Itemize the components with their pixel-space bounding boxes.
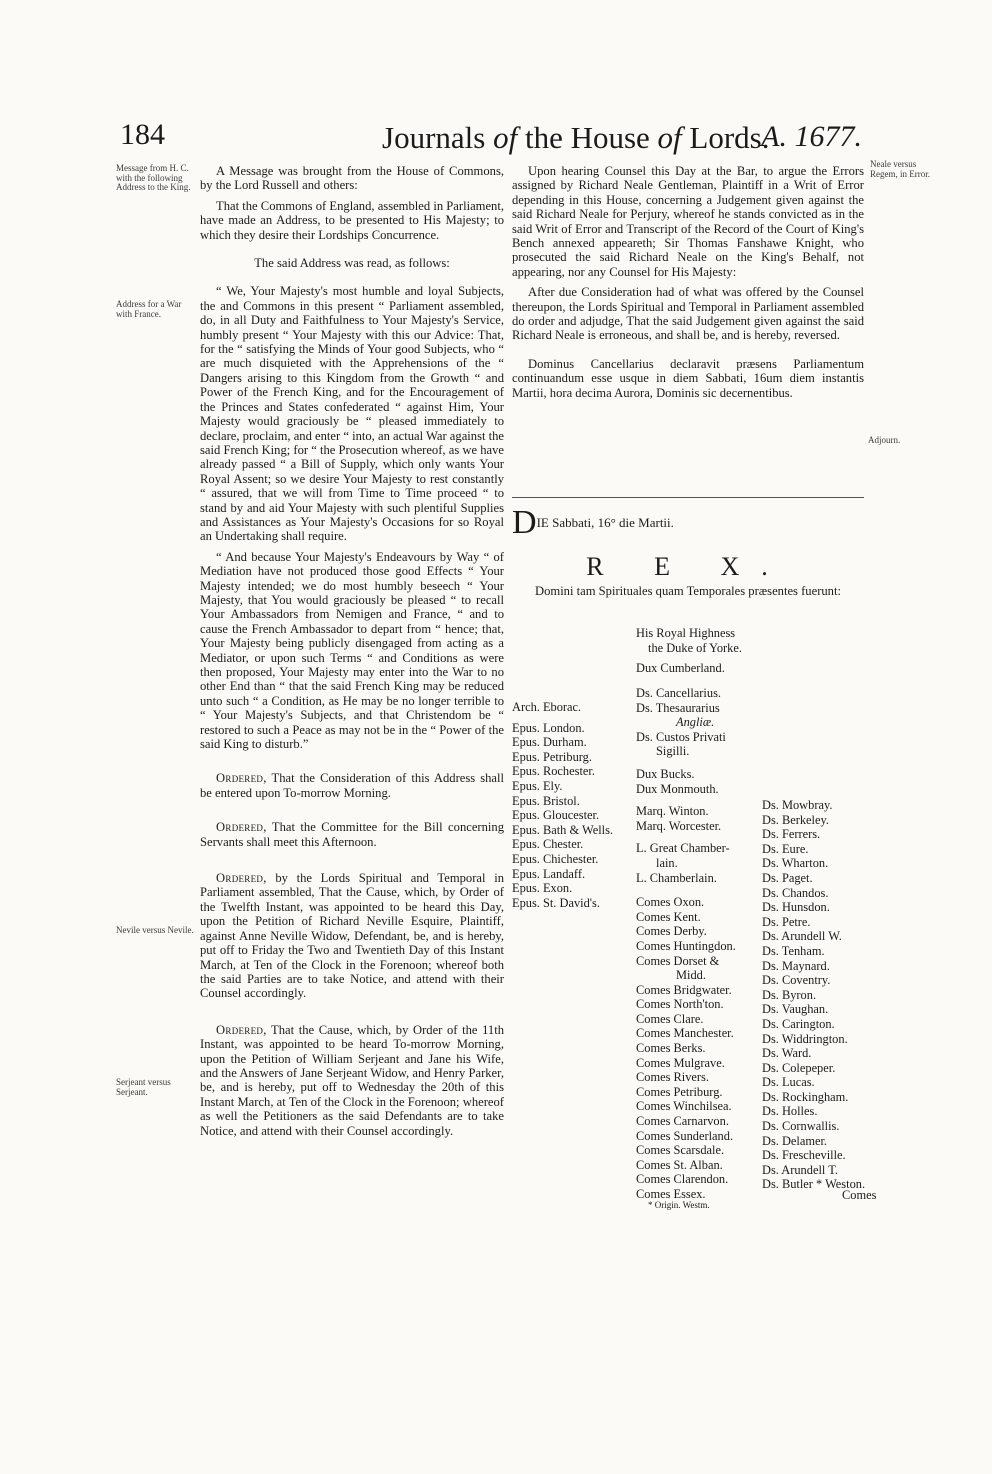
list-item: Epus. Landaff. (512, 866, 586, 881)
list-item: Ds. Vaughan. (762, 1002, 829, 1017)
list-item: Comes Clare. (636, 1011, 704, 1026)
list-item: Ds. Ferrers. (762, 827, 821, 842)
order-serjeant: Ordered, That the Cause, which, by Order of the 11th Instant, was appointed to be heard To-morrow Morning, upon the Petition of William Serjeant and Jane his Wife, and the Answers of Jane Serjeant Widow, and Henry Parker, be, and is hereby, put off to Wednesday the 20th of this Instant March, at Ten of the Clock in the Forenoon; whereof as well the Petitioners as the said Defendants are to take Notice, and attend with their Counsel accordingly. (200, 1022, 505, 1138)
list-item: Ds. Carington. (762, 1016, 835, 1031)
list-item: Comes Bridgwater. (636, 982, 732, 997)
list-item: Ds. Lucas. (762, 1075, 815, 1090)
list-item: Ds. Tenham. (762, 943, 825, 958)
list-item: Ds. Chandos. (762, 885, 829, 900)
list-item: Ds. Colepeper. (762, 1060, 836, 1075)
address-paragraph-2: “ And because Your Majesty's Endeavours by Way “ of Mediation have not produced those good Effects “ Your Majesty intended; we do most humbly beseech “ Your Majesty, that You would graciously be pleased “ to recall Your Ambassadors from Nemigen and France, “ and to cause the French Ambassador to depart from “ hence; that, Your Majesty being publicly disengaged from acting as a Mediator, or upon such Terms “ and Conditions as were then proposed, Your Majesty may enter into the War to no other End than “ that the said French King may be reduced unto such “ a Condition, as He may be no longer terrible to “ Your Majesty's Subjects, and that Christendom be “ restored to such a Peace as may not be in the “ Power of the said King to disturb.” (200, 549, 504, 752)
commons-paragraph: That the Commons of England, assembled in Parliament, have made an Address, to be presented to His Majesty; to which they desire their Lordships Concurrence. (200, 198, 504, 242)
left-column (200, 164, 504, 1138)
list-item: Comes Dorset & (636, 953, 720, 968)
list-item: Epus. Bath & Wells. (512, 822, 613, 837)
list-item: Sigilli. (656, 744, 690, 759)
list-item: Comes Sunderland. (636, 1128, 734, 1143)
list-item: Comes Manchester. (636, 1026, 734, 1041)
list-item: Marq. Winton. (636, 804, 709, 819)
list-item: Ds. Delamer. (762, 1133, 828, 1148)
list-item: Ds. Thesaurarius (636, 700, 720, 715)
list-item: Comes Huntingdon. (636, 938, 736, 953)
catchword: Comes (842, 1188, 877, 1202)
neale-paragraph: Upon hearing Counsel this Day at the Bar, to argue the Errors assigned by Richard Neale Gentleman, Plaintiff in a Writ of Error depending in this House, concerning a Judgement given against the said Richard Neale for Perjury, whereof he stands convicted as in the said Writ of Error and Transcript of the Record of the Court of King's Bench annexed appeareth; Sir Thomas Fanshawe Knight, who prosecuted the said Richard Neale on the King's Behalf, not appearing, nor any Counsel for His Majesty: (512, 164, 864, 279)
list-item: Dux Cumberland. (636, 661, 725, 676)
list-item: Ds. Arundell T. (762, 1162, 838, 1177)
margin-note-serjeant: Serjeant versus Serjeant. (116, 1077, 171, 1097)
list-item: Comes Mulgrave. (636, 1055, 725, 1070)
list-item: Ds. Hunsdon. (762, 900, 830, 915)
margin-note-message: Message from H. C. with the following Address to the King. (116, 163, 191, 192)
list-item: Ds. Mowbray. (762, 798, 833, 812)
year: A. 1677. (761, 120, 862, 153)
list-item: Comes Derby. (636, 924, 707, 939)
list-item: the Duke of Yorke. (648, 640, 742, 655)
list-item: Comes Scarsdale. (636, 1143, 725, 1158)
list-item: His Royal Highness (636, 626, 736, 640)
list-item: Comes Rivers. (636, 1070, 709, 1085)
order-neville: Ordered, by the Lords Spiritual and Temporal in Parliament assembled, That the Cause, which, by Order of the Twelfth Instant, was appointed to be heard this Day, upon the Petition of Richard Neville Esquire, Plaintiff, against Anne Neville Widow, Defendant, be, and is hereby, put off to Friday the Two and Twentieth Day of this Instant March, at Ten of the Clock in the Forenoon; whereof both the said Parties are to take Notice, and attend with their Counsel accordingly. (200, 871, 504, 1001)
list-item: Ds. Cornwallis. (762, 1119, 840, 1134)
footnote: * Origin. Westm. (648, 1200, 710, 1210)
list-item: Ds. Eure. (762, 841, 809, 856)
list-item: Epus. Ely. (512, 778, 563, 793)
list-item: Ds. Wharton. (762, 856, 829, 871)
present-heading: Domini tam Spirituales quam Temporales præsentes fuerunt: (535, 584, 841, 598)
list-item: Ds. Frescheville. (762, 1148, 846, 1163)
list-item: Ds. Byron. (762, 987, 817, 1002)
list-item: Ds. Rockingham. (762, 1089, 849, 1104)
margin-note-neale: Neale versus Regem, in Error. (870, 159, 930, 179)
clergy-list (512, 700, 613, 910)
officers-list (636, 686, 736, 1202)
rex-heading: R E X. (586, 552, 790, 581)
list-item: Dux Monmouth. (636, 781, 719, 796)
list-item: Comes Oxon. (636, 895, 705, 910)
address-read-line: The said Address was read, as follows: (254, 256, 450, 271)
list-item: Dux Bucks. (636, 766, 695, 781)
royal-list (636, 626, 742, 676)
list-item: Epus. Petriburg. (512, 749, 592, 764)
section-divider (512, 497, 864, 498)
list-item: Arch. Eborac. (512, 700, 582, 714)
list-item: Comes Petriburg. (636, 1084, 723, 1099)
list-item: Comes Berks. (636, 1041, 706, 1056)
list-item: Epus. Chester. (512, 837, 584, 852)
list-item: L. Chamberlain. (636, 870, 717, 885)
list-item: Epus. Chichester. (512, 851, 599, 866)
list-item: L. Great Chamber- (636, 841, 730, 856)
list-item: Comes Winchilsea. (636, 1099, 732, 1114)
list-item: Ds. Petre. (762, 914, 811, 929)
list-item: Epus. London. (512, 720, 585, 735)
list-item: Ds. Widdrington. (762, 1031, 848, 1046)
list-item: Epus. Exon. (512, 881, 573, 896)
list-item: Comes North'ton. (636, 997, 724, 1012)
list-item: Comes Carnarvon. (636, 1114, 729, 1129)
message-paragraph: A Message was brought from the House of Commons, by the Lord Russell and others: (200, 164, 504, 193)
list-item: Ds. Holles. (762, 1104, 818, 1119)
list-item: Epus. Rochester. (512, 764, 595, 779)
list-item: Ds. Berkeley. (762, 812, 829, 827)
day-heading: DIE Sabbati, 16° die Martii. (512, 504, 674, 541)
list-item: Ds. Custos Privati (636, 729, 726, 744)
list-item: Marq. Worcester. (636, 818, 722, 833)
barons-list (762, 798, 865, 1192)
list-item: Ds. Maynard. (762, 958, 830, 973)
list-item: Epus. Bristol. (512, 793, 580, 808)
list-item: Midd. (676, 968, 706, 983)
list-item: Comes St. Alban. (636, 1157, 723, 1172)
order-servants-bill: Ordered, That the Committee for the Bill concerning Servants shall meet this Afternoon. (200, 820, 504, 849)
list-item: Epus. St. David's. (512, 895, 600, 910)
margin-note-neville: Nevile versus Nevile. (116, 925, 194, 935)
list-item: Comes Essex. (636, 1187, 706, 1201)
margin-note-address: Address for a War with France. (116, 299, 182, 319)
list-item: lain. (656, 855, 678, 870)
list-item: Epus. Gloucester. (512, 808, 600, 823)
judgement-paragraph: After due Consideration had of what was offered by the Counsel thereupon, the Lords Spiritual and Temporal in Parliament assembled do order and adjudge, That the said Judgement given against the said Richard Neale is erroneous, and shall be, and is hereby, reversed. (512, 285, 864, 343)
list-item: Epus. Durham. (512, 735, 587, 750)
list-item: Ds. Arundell W. (762, 929, 842, 944)
right-column (512, 164, 864, 400)
list-item: Comes Kent. (636, 909, 701, 924)
list-item: Ds. Butler * Weston. (762, 1177, 866, 1192)
journal-title: Journals of the House of Lords. (382, 120, 770, 155)
list-item: Ds. Cancellarius. (636, 686, 721, 700)
order-address: Ordered, That the Consideration of this Address shall be entered upon To-morrow Morning. (200, 771, 505, 800)
page-number: 184 (120, 118, 165, 151)
list-item: Ds. Coventry. (762, 973, 831, 988)
list-item: Ds. Paget. (762, 870, 813, 885)
margin-note-adjourn: Adjourn. (868, 435, 901, 445)
list-item: Ds. Ward. (762, 1046, 812, 1061)
list-item: Angliæ. (676, 715, 715, 730)
list-item: Comes Clarendon. (636, 1172, 729, 1187)
adjournment-paragraph: Dominus Cancellarius declaravit præsens Parliamentum continuandum esse usque in diem Sabbati, 16um diem instantis Martii, hora decima Aurora, Dominis sic decernentibus. (512, 356, 864, 400)
page-header (120, 118, 862, 158)
address-paragraph-1: “ We, Your Majesty's most humble and loyal Subjects, the and Commons in this present “ Parliament assembled, do, in all Duty and Faithfulness to Your Majesty's Service, humbly present “ Your Majesty with this our Advice: That, for the “ satisfying the Minds of Your good Subjects, who “ are much disquieted with the Apprehensions of the “ Dangers arising to this Kingdom from the Growth “ and Power of the French King, and for the Encouragement of the Princes and States confederated “ against Him, Your Majesty would graciously be “ pleased immediately to declare, proclaim, and enter “ into, an actual War against the said French King; for “ the Prosecution whereof, as we have already passed “ a Bill of Supply, which only wants Your Royal Assent; so we desire Your Majesty to rest constantly “ assured, that we will from Time to Time proceed “ to stand by and aid Your Majesty with such plentiful Supplies and Assistances as Your Majesty's Occasions for so Royal an Undertaking shall require. (200, 284, 505, 544)
